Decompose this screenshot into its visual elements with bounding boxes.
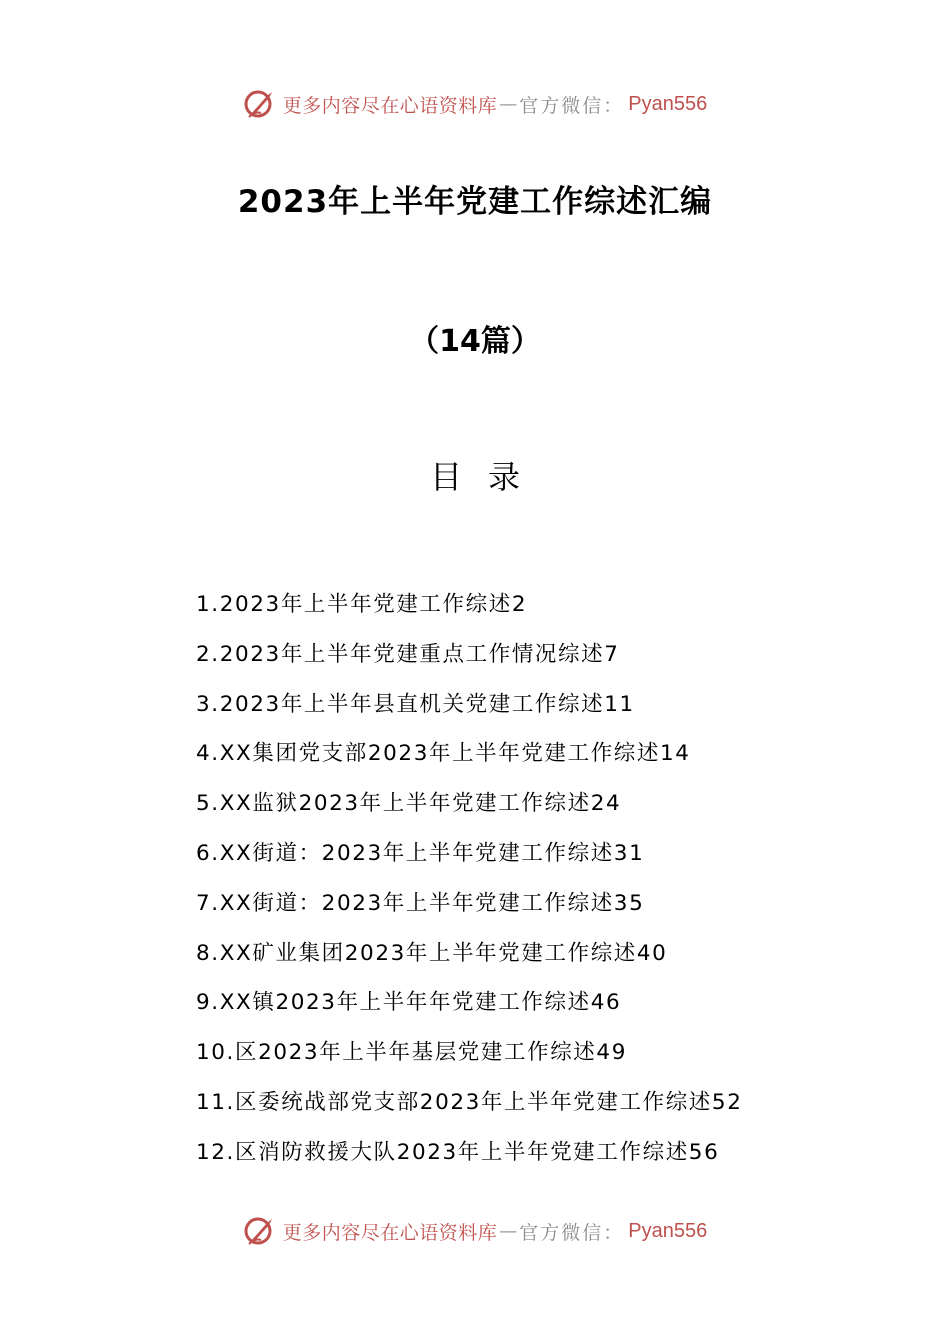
toc-heading: 目录 bbox=[429, 458, 546, 496]
header-watermark bbox=[0, 84, 950, 124]
toc-item[interactable]: 9.XX镇2023年上半年年党建工作综述46 bbox=[196, 990, 622, 1016]
toc-item[interactable]: 10.区2023年上半年基层党建工作综述49 bbox=[196, 1040, 627, 1066]
watermark-wechat-id: Pyan556 bbox=[628, 92, 708, 115]
document-title: 2023年上半年党建工作综述汇编 bbox=[237, 184, 713, 220]
table-of-contents bbox=[196, 588, 742, 1186]
toc-item[interactable]: 11.区委统战部党支部2023年上半年党建工作综述52 bbox=[196, 1089, 743, 1115]
footer-watermark bbox=[0, 1211, 950, 1251]
watermark-dash: — bbox=[499, 93, 518, 115]
toc-item[interactable]: 8.XX矿业集团2023年上半年党建工作综述40 bbox=[196, 940, 668, 966]
toc-item[interactable]: 3.2023年上半年县直机关党建工作综述11 bbox=[196, 691, 635, 717]
watermark-official-label: 官方微信： bbox=[519, 1221, 625, 1244]
document-count: （14篇） bbox=[409, 324, 541, 359]
toc-item[interactable]: 2.2023年上半年党建重点工作情况综述7 bbox=[196, 641, 620, 667]
toc-item[interactable]: 1.2023年上半年党建工作综述2 bbox=[196, 592, 528, 617]
pen-nib-circle-icon bbox=[243, 1214, 277, 1248]
toc-item[interactable]: 5.XX监狱2023年上半年党建工作综述24 bbox=[196, 791, 622, 817]
toc-item[interactable]: 7.XX街道：2023年上半年党建工作综述35 bbox=[196, 890, 645, 916]
watermark-official-label: 官方微信： bbox=[519, 94, 625, 117]
watermark-text: 更多内容尽在心语资料库 bbox=[282, 94, 498, 117]
watermark-wechat-id: Pyan556 bbox=[628, 1219, 708, 1242]
watermark-text: 更多内容尽在心语资料库 bbox=[282, 1221, 498, 1244]
watermark-dash: — bbox=[499, 1220, 518, 1242]
toc-item[interactable]: 12.区消防救援大队2023年上半年党建工作综述56 bbox=[196, 1139, 720, 1165]
toc-item[interactable]: 6.XX街道：2023年上半年党建工作综述31 bbox=[196, 840, 645, 866]
pen-nib-circle-icon bbox=[243, 87, 277, 121]
toc-item[interactable]: 4.XX集团党支部2023年上半年党建工作综述14 bbox=[196, 741, 691, 767]
